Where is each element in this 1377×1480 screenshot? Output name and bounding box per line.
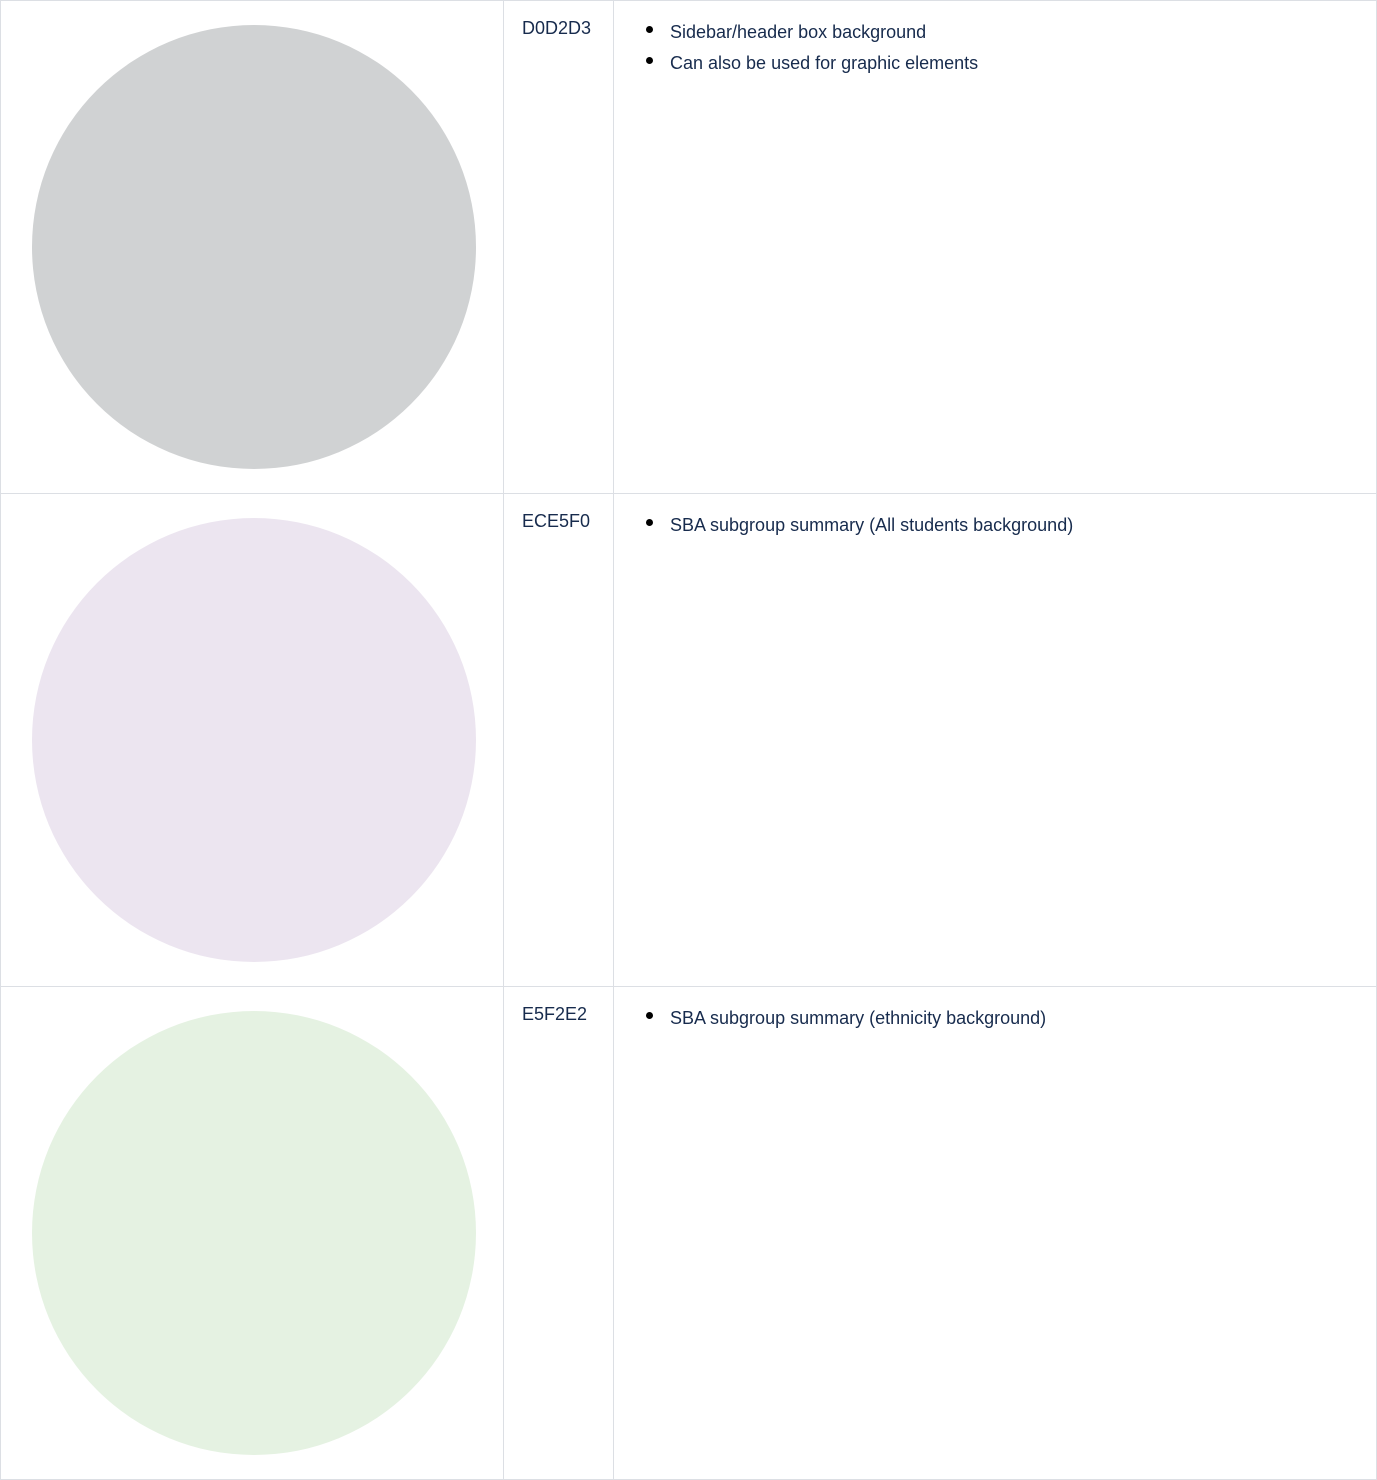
table-row xyxy=(1,987,1377,1480)
list-item: SBA subgroup summary (ethnicity background) xyxy=(670,1003,1376,1034)
table-row xyxy=(1,1,1377,494)
list-item: SBA subgroup summary (All students background) xyxy=(670,510,1376,541)
usage-cell xyxy=(614,494,1377,987)
list-item: Can also be used for graphic elements xyxy=(670,48,1376,79)
list-item: Sidebar/header box background xyxy=(670,17,1376,48)
color-swatch-circle xyxy=(32,25,476,469)
hex-code-cell xyxy=(504,494,614,987)
color-swatch-circle xyxy=(32,518,476,962)
swatch-cell xyxy=(1,494,504,987)
usage-list xyxy=(614,987,1376,1034)
table-row xyxy=(1,494,1377,987)
hex-code-cell xyxy=(504,987,614,1480)
hex-code: D0D2D3 xyxy=(522,18,592,38)
hex-code: E5F2E2 xyxy=(522,1004,588,1024)
hex-code-cell xyxy=(504,1,614,494)
hex-code: ECE5F0 xyxy=(522,511,591,531)
usage-cell xyxy=(614,1,1377,494)
usage-list xyxy=(614,1,1376,79)
usage-list xyxy=(614,494,1376,541)
swatch-cell xyxy=(1,987,504,1480)
color-swatch-circle xyxy=(32,1011,476,1455)
usage-cell xyxy=(614,987,1377,1480)
swatch-cell xyxy=(1,1,504,494)
